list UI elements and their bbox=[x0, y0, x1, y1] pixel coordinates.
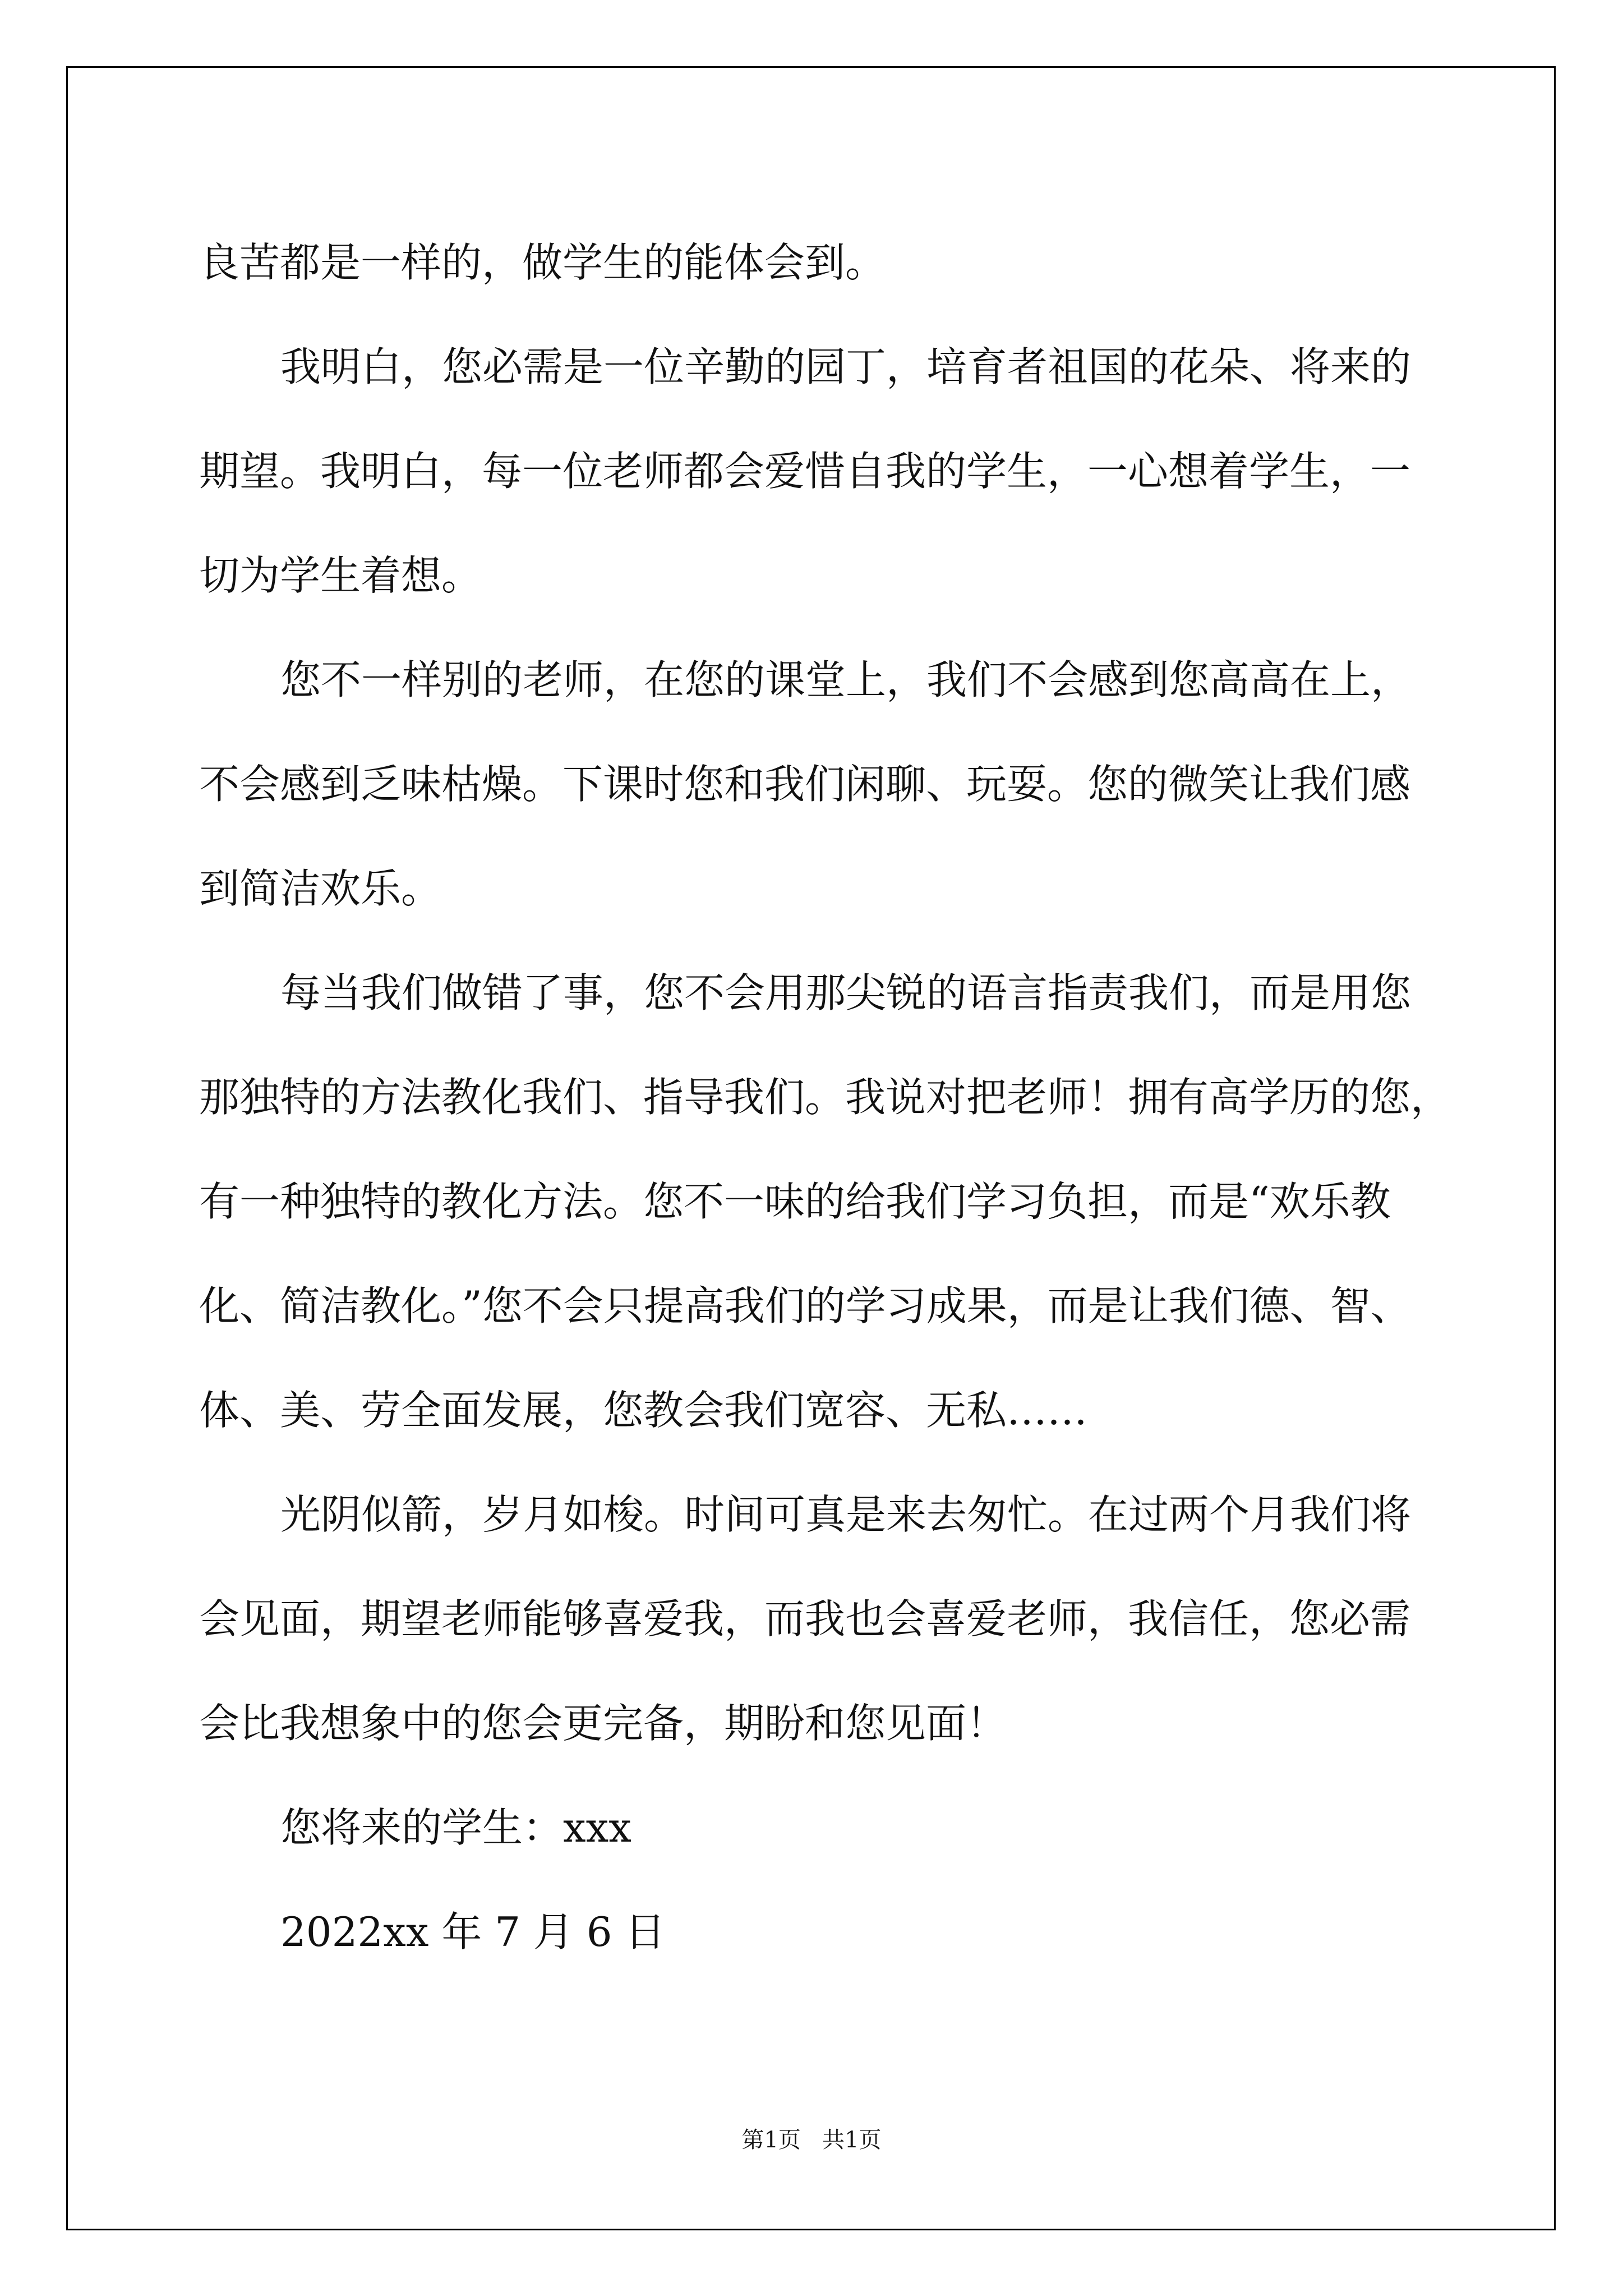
text-line: 期望。我明白，每一位老师都会爱惜自我的学生，一心想着学生，一 bbox=[199, 448, 1411, 495]
text-line: 会比我想象中的您会更完备，期盼和您见面！ bbox=[199, 1700, 1007, 1747]
text-line: 那独特的方法教化我们、指导我们。我说对把老师！拥有高学历的您， bbox=[199, 1074, 1451, 1121]
text-line: 到简洁欢乐。 bbox=[199, 865, 442, 912]
text-line: 您不一样别的老师，在您的课堂上，我们不会感到您高高在上， bbox=[280, 656, 1412, 703]
text-line: 每当我们做错了事，您不会用那尖锐的语言指责我们，而是用您 bbox=[280, 969, 1412, 1016]
paragraph bbox=[199, 628, 1433, 941]
text-line: 良苦都是一样的，做学生的能体会到。 bbox=[199, 239, 886, 286]
text-line: 会见面，期望老师能够喜爱我，而我也会喜爱老师，我信任，您必需 bbox=[199, 1595, 1411, 1642]
date bbox=[199, 1880, 1433, 1984]
signature bbox=[199, 1775, 1433, 1880]
paragraph bbox=[199, 941, 1451, 1462]
paragraph bbox=[199, 315, 1433, 628]
text-line: 切为学生着想。 bbox=[199, 552, 482, 599]
text-line: 体、美、劳全面发展，您教会我们宽容、无私…… bbox=[199, 1387, 1088, 1434]
text-line: 化、简洁教化。”您不会只提高我们的学习成果，而是让我们德、智、 bbox=[199, 1282, 1411, 1329]
text-line: 不会感到乏味枯燥。下课时您和我们闲聊、玩耍。您的微笑让我们感 bbox=[199, 761, 1411, 808]
date-line: 2022xx 年 7 月 6 日 bbox=[280, 1908, 666, 1955]
text-line: 有一种独特的教化方法。您不一味的给我们学习负担，而是“欢乐教 bbox=[199, 1178, 1391, 1225]
text-line: 光阴似箭，岁月如梭。时间可真是来去匆忙。在过两个月我们将 bbox=[280, 1491, 1412, 1538]
signature-line: 您将来的学生：xxx bbox=[280, 1804, 631, 1851]
page-footer: 第1页 共1页 bbox=[741, 2127, 882, 2153]
letter-body bbox=[199, 210, 1451, 1984]
paragraph bbox=[199, 210, 1433, 315]
text-line: 我明白，您必需是一位辛勤的园丁，培育者祖国的花朵、将来的 bbox=[280, 343, 1412, 390]
paragraph bbox=[199, 1462, 1433, 1775]
